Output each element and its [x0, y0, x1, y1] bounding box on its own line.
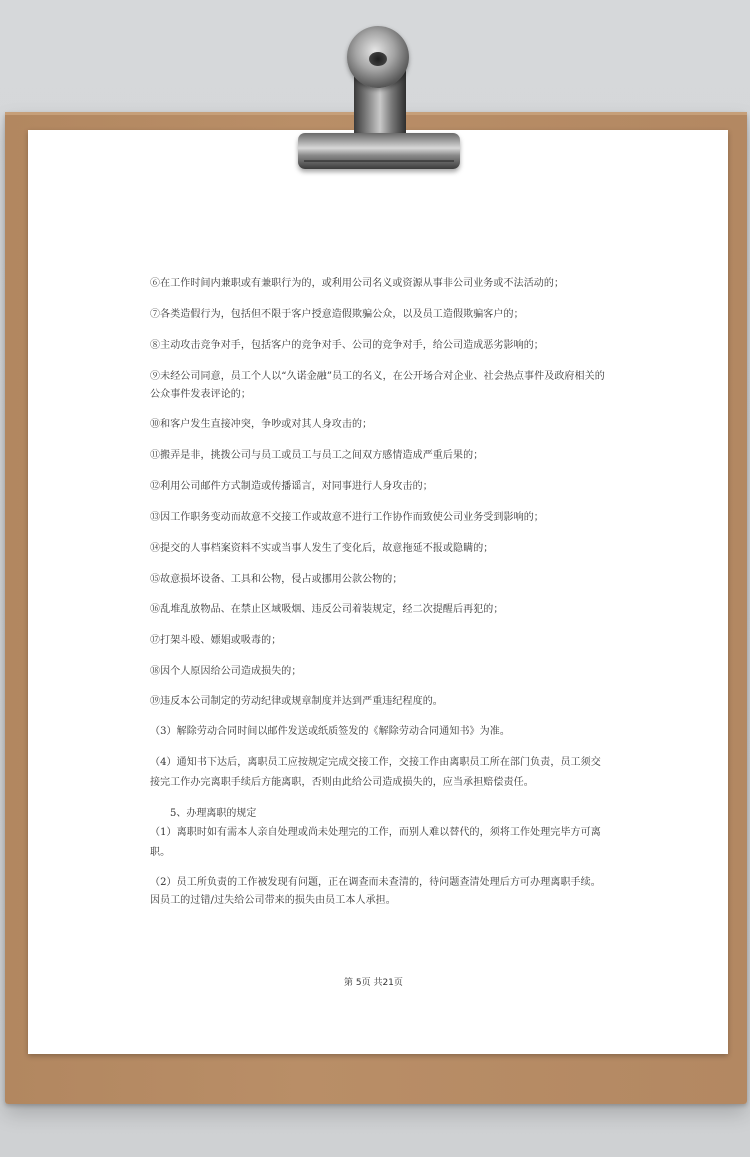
rule-item-19: ⑲违反本公司制定的劳动纪律或规章制度并达到严重违纪程度的。: [150, 696, 443, 707]
resignation-paragraph-1-cont: 职。: [150, 847, 171, 858]
paper-sheet: [28, 130, 728, 1054]
rule-item-8: ⑧主动攻击竞争对手，包括客户的竞争对手、公司的竞争对手，给公司造成恶劣影响的；: [150, 340, 544, 351]
rule-item-9: ⑨未经公司同意，员工个人以“久诺金融”员工的名义，在公开场合对企业、社会热点事件及政府相关的: [150, 371, 605, 382]
rule-item-14: ⑭提交的人事档案资料不实或当事人发生了变化后，故意拖延不报或隐瞒的；: [150, 543, 494, 554]
page-footer: 第 5页 共21页: [344, 978, 403, 988]
rule-item-13: ⑬因工作职务变动而故意不交接工作或故意不进行工作协作而致使公司业务受到影响的；: [150, 512, 544, 523]
rule-item-7: ⑦各类造假行为，包括但不限于客户授意造假欺骗公众，以及员工造假欺骗客户的；: [150, 309, 524, 320]
paragraph-4-cont: 接完工作办完离职手续后方能离职，否则由此给公司造成损失的，应当承担赔偿责任。: [150, 777, 534, 788]
resignation-paragraph-2-cont: 因员工的过错/过失给公司带来的损失由员工本人承担。: [150, 895, 396, 906]
paragraph-4: （4）通知书下达后，离职员工应按规定完成交接工作，交接工作由离职员工所在部门负责，员工须交: [150, 757, 601, 768]
resignation-paragraph-1: （1）离职时如有需本人亲自处理或尚未处理完的工作，而别人难以替代的，须将工作处理完毕方可离: [150, 827, 601, 838]
clip-base-edge: [304, 160, 454, 162]
rule-item-15: ⑮故意损坏设备、工具和公物，侵占或挪用公款公物的；: [150, 574, 403, 585]
rule-item-6: ⑥在工作时间内兼职或有兼职行为的，或利用公司名义或资源从事非公司业务或不法活动的；: [150, 278, 565, 289]
rule-item-16: ⑯乱堆乱放物品、在禁止区域吸烟、违反公司着装规定，经二次提醒后再犯的；: [150, 604, 504, 615]
resignation-paragraph-2: （2）员工所负责的工作被发现有问题，正在调查而未查清的，待问题查清处理后方可办理离职手续。: [150, 877, 601, 888]
paragraph-3: （3）解除劳动合同时间以邮件发送或纸质签发的《解除劳动合同通知书》为准。: [150, 726, 510, 737]
clip-base: [298, 133, 460, 169]
rule-item-18: ⑱因个人原因给公司造成损失的；: [150, 666, 302, 677]
rule-item-12: ⑫利用公司邮件方式制造或传播谣言，对同事进行人身攻击的；: [150, 481, 433, 492]
rule-item-11: ⑪搬弄是非，挑拨公司与员工或员工与员工之间双方感情造成严重后果的；: [150, 450, 484, 461]
rule-item-17: ⑰打架斗殴、嫖娼或吸毒的；: [150, 635, 282, 646]
section-heading: 5、办理离职的规定: [170, 808, 257, 819]
rule-item-9-cont: 公众事件发表评论的；: [150, 389, 251, 400]
clip-hole: [369, 52, 387, 66]
rule-item-10: ⑩和客户发生直接冲突，争吵或对其人身攻击的；: [150, 419, 373, 430]
